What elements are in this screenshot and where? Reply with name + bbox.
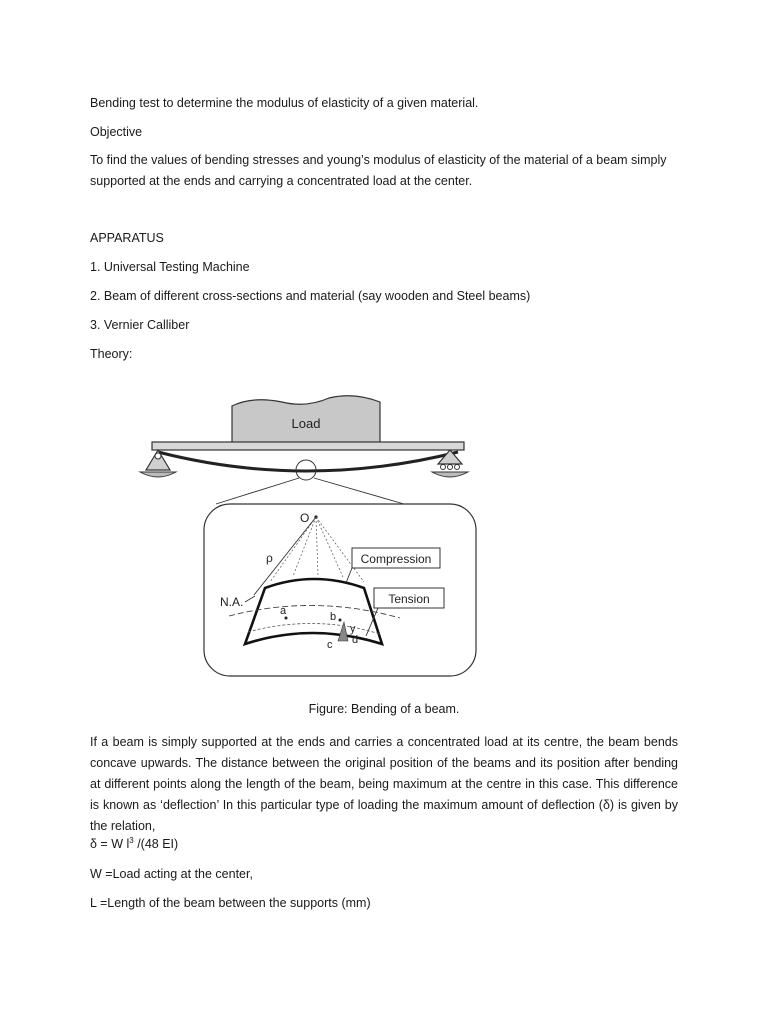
apparatus-heading: APPARATUS [90,231,164,245]
definition-l: L =Length of the beam between the supports (mm) [90,896,371,910]
formula-exponent: 3 [129,835,134,845]
theory-heading: Theory: [90,347,133,361]
beam [152,442,464,450]
right-roller-1 [441,465,446,470]
objective-heading: Objective [90,125,143,139]
document-title: Bending test to determine the modulus of elasticity of a given material. [90,96,479,110]
left-ground [140,472,176,477]
figure-caption: Figure: Bending of a beam. [308,702,460,716]
na-label: N.A. [220,595,244,609]
load-label: Load [291,416,321,431]
point-a-label: a [280,605,287,617]
deflection-formula [90,834,678,855]
formula-prefix: δ = W l [90,837,130,851]
apparatus-item-3: 3. Vernier Calliber [90,318,190,332]
theory-text: If a beam is simply supported at the ends and carries a concentrated load at its centre, the beam bends concave upwards. The distance between the original position of the beams and its position after bending at different points along the length of the beam, being maximum at the centre in this case. This difference is known as ‘deflection’ In this particular type of loading the maximum amount of deflection (δ) is given by the relation, [90,735,678,833]
apparatus-item-2: 2. Beam of different cross-sections and material (say wooden and Steel beams) [90,289,531,303]
apparatus-item-1: 1. Universal Testing Machine [90,260,250,274]
definition-w: W =Load acting at the center, [90,867,253,881]
leader-line-left [216,478,299,504]
point-b-label: b [330,611,337,623]
beam-bending-figure [134,386,482,682]
leader-line-right [314,478,404,504]
right-ground [432,472,468,477]
origin-label: O [300,511,310,525]
objective-text: To find the values of bending stresses and young’s modulus of elasticity of the material of a beam simply supported at the ends and carrying a concentrated load at the center. [90,153,667,188]
bent-segment [245,579,382,644]
point-c-label: c [327,639,333,651]
compression-label: Compression [360,552,432,566]
right-roller-3 [455,465,460,470]
point-a [285,617,288,620]
point-d-label: d [352,634,359,646]
tension-label: Tension [388,592,430,606]
point-y-label: y [350,623,356,635]
point-b [339,619,342,622]
deflected-beam [158,452,458,471]
left-pin [155,453,161,459]
rho-label: ρ [266,551,273,565]
formula-suffix: /(48 EI) [133,837,179,851]
right-roller-2 [448,465,453,470]
